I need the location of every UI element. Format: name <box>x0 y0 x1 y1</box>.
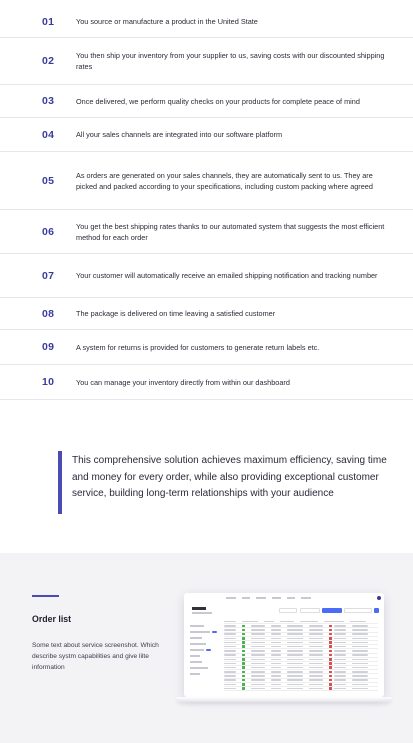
mock-orders-table <box>224 620 378 691</box>
dashboard-screenshot <box>184 593 384 697</box>
mock-page-title <box>192 607 206 610</box>
step-number: 08 <box>42 307 55 320</box>
mock-sidebar <box>190 623 220 677</box>
step-row <box>0 38 413 85</box>
mock-primary-button <box>322 608 342 613</box>
step-number: 05 <box>42 174 55 187</box>
mock-filter <box>279 608 297 613</box>
quote-bar <box>58 451 62 514</box>
step-row <box>0 118 413 152</box>
quote-text: This comprehensive solution achieves maximum efficiency, saving time and money for every order, while also providing exceptional customer service, building long-term relationships with your audience <box>72 455 387 499</box>
step-text: A system for returns is provided for customers to generate return labels etc. <box>76 342 320 352</box>
step-text: As orders are generated on your sales channels, they are automatically sent to us. They are picked and packed according to your specifications, including custom packing where agreed <box>76 170 373 191</box>
step-number: 02 <box>42 55 55 67</box>
mock-add-button <box>374 608 379 613</box>
mock-filter <box>300 608 320 613</box>
mock-page-subtitle <box>192 612 212 614</box>
step-number: 07 <box>42 269 55 282</box>
table-row <box>224 687 378 691</box>
mock-nav <box>184 593 384 603</box>
section-accent-line <box>32 595 59 597</box>
step-number: 06 <box>42 225 55 238</box>
step-text: The package is delivered on time leaving a satisfied customer <box>76 309 276 318</box>
step-text: You get the best shipping rates thanks to our automated system that suggests the most efficient method for each order <box>76 221 385 242</box>
summary-quote <box>58 451 398 514</box>
step-text: You can manage your inventory directly from within our dashboard <box>76 377 290 387</box>
step-row <box>0 85 413 118</box>
step-text: You then ship your inventory from your supplier to us, saving costs with our discounted shipping rates <box>76 51 385 71</box>
step-number: 01 <box>42 15 55 28</box>
step-text: You source or manufacture a product in the United State <box>76 17 258 26</box>
step-number: 10 <box>42 376 55 388</box>
steps-list <box>0 6 413 400</box>
step-text: All your sales channels are integrated into our software platform <box>76 130 283 139</box>
step-row <box>0 6 413 38</box>
laptop-base <box>176 697 392 702</box>
step-text: Once delivered, we perform quality checks on your products for complete peace of mind <box>76 96 360 106</box>
step-row <box>0 298 413 330</box>
mock-search <box>344 608 372 613</box>
step-row <box>0 254 413 298</box>
step-row <box>0 365 413 400</box>
order-list-description: Some text about service screenshot. Which describe systm capabilities and give lilte information <box>32 642 159 671</box>
step-row <box>0 152 413 210</box>
order-list-title: Order list <box>32 614 72 624</box>
step-row <box>0 210 413 254</box>
avatar <box>377 596 381 600</box>
step-number: 04 <box>42 128 55 141</box>
step-text: Your customer will automatically receive an emailed shipping notification and tracking number <box>76 271 378 280</box>
step-row <box>0 330 413 365</box>
step-number: 03 <box>42 95 55 107</box>
step-number: 09 <box>42 341 55 353</box>
